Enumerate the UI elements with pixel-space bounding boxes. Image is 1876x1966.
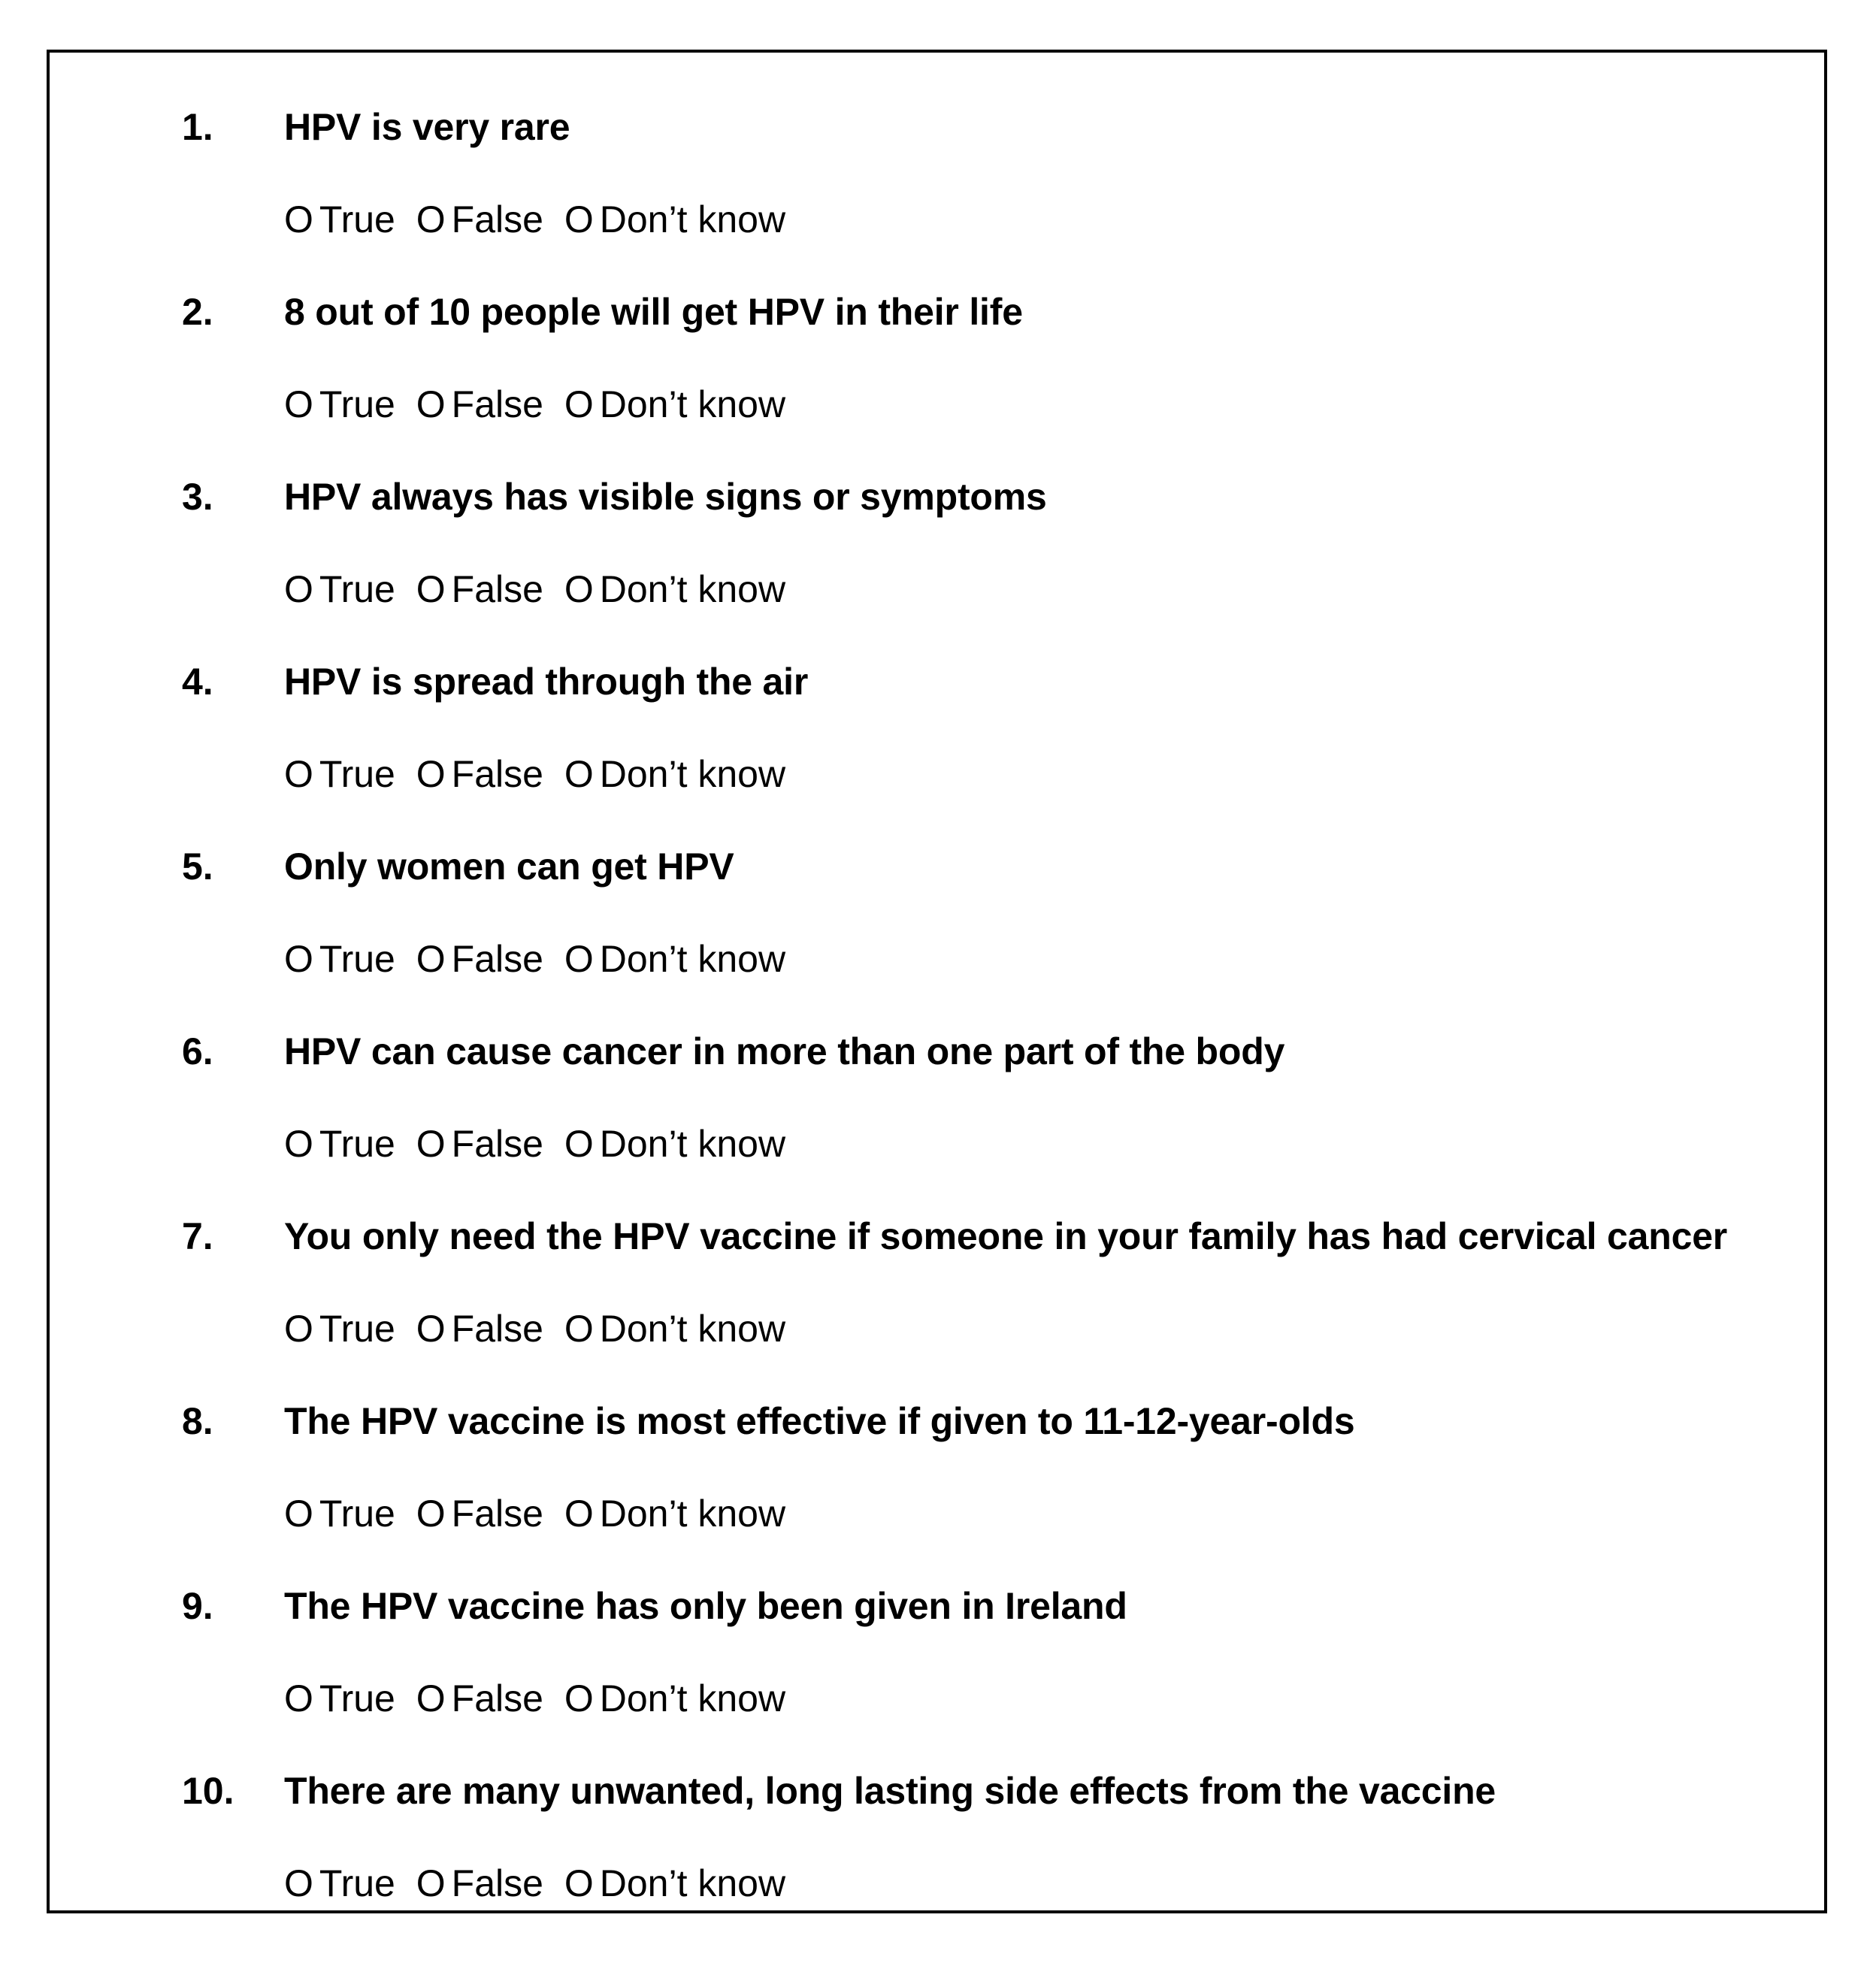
radio-circle-icon: O	[564, 1862, 594, 1904]
answer-options	[284, 378, 796, 431]
answer-options	[284, 1118, 796, 1170]
option-false-label: False	[451, 1308, 543, 1350]
option-dont-know-label: Don’t know	[599, 568, 786, 610]
option-true[interactable]	[284, 193, 395, 246]
radio-circle-icon: O	[284, 1308, 313, 1350]
option-dont-know[interactable]	[564, 1672, 785, 1725]
option-dont-know[interactable]	[564, 1302, 785, 1355]
radio-circle-icon: O	[284, 1862, 313, 1904]
option-dont-know[interactable]	[564, 933, 785, 985]
option-true[interactable]	[284, 1672, 395, 1725]
question-number: 4.	[182, 661, 213, 703]
radio-circle-icon: O	[284, 1123, 313, 1165]
question-number: 6.	[182, 1030, 213, 1072]
option-false[interactable]	[416, 1487, 543, 1540]
option-dont-know-label: Don’t know	[599, 1862, 786, 1904]
option-dont-know-label: Don’t know	[599, 753, 786, 795]
option-true-label: True	[319, 383, 395, 425]
radio-circle-icon: O	[284, 568, 313, 610]
question-text: There are many unwanted, long lasting side effects from the vaccine	[284, 1770, 1496, 1812]
option-dont-know[interactable]	[564, 378, 785, 431]
question-number: 10.	[182, 1770, 234, 1812]
radio-circle-icon: O	[284, 753, 313, 795]
option-false[interactable]	[416, 933, 543, 985]
question-row	[50, 840, 1824, 893]
option-true-label: True	[319, 753, 395, 795]
option-dont-know-label: Don’t know	[599, 383, 786, 425]
option-false-label: False	[451, 1493, 543, 1535]
option-true-label: True	[319, 1862, 395, 1904]
radio-circle-icon: O	[564, 1123, 594, 1165]
question-row	[50, 1395, 1824, 1447]
option-true[interactable]	[284, 1118, 395, 1170]
option-true[interactable]	[284, 748, 395, 800]
question-row	[50, 101, 1824, 153]
option-dont-know[interactable]	[564, 563, 785, 616]
radio-circle-icon: O	[416, 753, 446, 795]
option-true[interactable]	[284, 1487, 395, 1540]
option-true-label: True	[319, 198, 395, 240]
question-text: The HPV vaccine is most effective if given to 11-12-year-olds	[284, 1400, 1355, 1442]
radio-circle-icon: O	[564, 568, 594, 610]
option-false-label: False	[451, 938, 543, 980]
question-number: 2.	[182, 291, 213, 333]
radio-circle-icon: O	[284, 1493, 313, 1535]
radio-circle-icon: O	[416, 383, 446, 425]
option-false-label: False	[451, 1123, 543, 1165]
question-row	[50, 655, 1824, 708]
radio-circle-icon: O	[416, 1862, 446, 1904]
answer-options	[284, 1302, 796, 1355]
option-true-label: True	[319, 1308, 395, 1350]
option-true[interactable]	[284, 378, 395, 431]
question-text: HPV always has visible signs or symptoms	[284, 476, 1047, 518]
answer-options	[284, 193, 796, 246]
question-text: You only need the HPV vaccine if someone in your family has had cervical cancer	[284, 1215, 1728, 1257]
radio-circle-icon: O	[564, 383, 594, 425]
option-true[interactable]	[284, 1302, 395, 1355]
question-row	[50, 1765, 1824, 1817]
option-true-label: True	[319, 568, 395, 610]
option-false-label: False	[451, 753, 543, 795]
question-text: The HPV vaccine has only been given in Ireland	[284, 1585, 1127, 1627]
answer-options	[284, 933, 796, 985]
option-false-label: False	[451, 198, 543, 240]
radio-circle-icon: O	[564, 198, 594, 240]
option-dont-know[interactable]	[564, 193, 785, 246]
option-dont-know[interactable]	[564, 1857, 785, 1910]
question-row	[50, 1025, 1824, 1078]
question-number: 5.	[182, 845, 213, 888]
option-true-label: True	[319, 938, 395, 980]
radio-circle-icon: O	[416, 938, 446, 980]
radio-circle-icon: O	[416, 1493, 446, 1535]
radio-circle-icon: O	[416, 1677, 446, 1719]
question-row	[50, 470, 1824, 523]
answer-options	[284, 1857, 796, 1910]
option-false[interactable]	[416, 1672, 543, 1725]
option-dont-know-label: Don’t know	[599, 1308, 786, 1350]
answer-options	[284, 563, 796, 616]
option-true-label: True	[319, 1677, 395, 1719]
question-number: 8.	[182, 1400, 213, 1442]
radio-circle-icon: O	[416, 1123, 446, 1165]
radio-circle-icon: O	[416, 198, 446, 240]
question-row	[50, 286, 1824, 338]
radio-circle-icon: O	[564, 1493, 594, 1535]
question-text: HPV can cause cancer in more than one part of the body	[284, 1030, 1285, 1072]
option-true-label: True	[319, 1493, 395, 1535]
option-true[interactable]	[284, 933, 395, 985]
radio-circle-icon: O	[284, 1677, 313, 1719]
option-false-label: False	[451, 1677, 543, 1719]
question-text: Only women can get HPV	[284, 845, 734, 888]
radio-circle-icon: O	[416, 1308, 446, 1350]
question-number: 1.	[182, 106, 213, 148]
radio-circle-icon: O	[564, 1677, 594, 1719]
option-false[interactable]	[416, 563, 543, 616]
option-dont-know-label: Don’t know	[599, 1493, 786, 1535]
question-text: HPV is spread through the air	[284, 661, 809, 703]
radio-circle-icon: O	[284, 383, 313, 425]
option-false[interactable]	[416, 193, 543, 246]
radio-circle-icon: O	[284, 938, 313, 980]
radio-circle-icon: O	[284, 198, 313, 240]
option-false-label: False	[451, 568, 543, 610]
radio-circle-icon: O	[564, 1308, 594, 1350]
answer-options	[284, 1672, 796, 1725]
question-number: 7.	[182, 1215, 213, 1257]
option-true[interactable]	[284, 563, 395, 616]
question-number: 3.	[182, 476, 213, 518]
radio-circle-icon: O	[564, 938, 594, 980]
option-dont-know-label: Don’t know	[599, 1677, 786, 1719]
option-false[interactable]	[416, 1302, 543, 1355]
option-false[interactable]	[416, 1118, 543, 1170]
question-number: 9.	[182, 1585, 213, 1627]
option-dont-know[interactable]	[564, 1487, 785, 1540]
question-text: HPV is very rare	[284, 106, 570, 148]
radio-circle-icon: O	[564, 753, 594, 795]
answer-options	[284, 1487, 796, 1540]
option-dont-know-label: Don’t know	[599, 198, 786, 240]
answer-options	[284, 748, 796, 800]
option-false[interactable]	[416, 1857, 543, 1910]
radio-circle-icon: O	[416, 568, 446, 610]
option-dont-know-label: Don’t know	[599, 1123, 786, 1165]
option-true-label: True	[319, 1123, 395, 1165]
option-false-label: False	[451, 1862, 543, 1904]
option-false-label: False	[451, 383, 543, 425]
option-dont-know-label: Don’t know	[599, 938, 786, 980]
option-false[interactable]	[416, 378, 543, 431]
questionnaire-frame	[47, 50, 1827, 1913]
question-row	[50, 1210, 1824, 1263]
option-dont-know[interactable]	[564, 1118, 785, 1170]
question-row	[50, 1580, 1824, 1632]
question-text: 8 out of 10 people will get HPV in their life	[284, 291, 1023, 333]
option-true[interactable]	[284, 1857, 395, 1910]
option-dont-know[interactable]	[564, 748, 785, 800]
option-false[interactable]	[416, 748, 543, 800]
